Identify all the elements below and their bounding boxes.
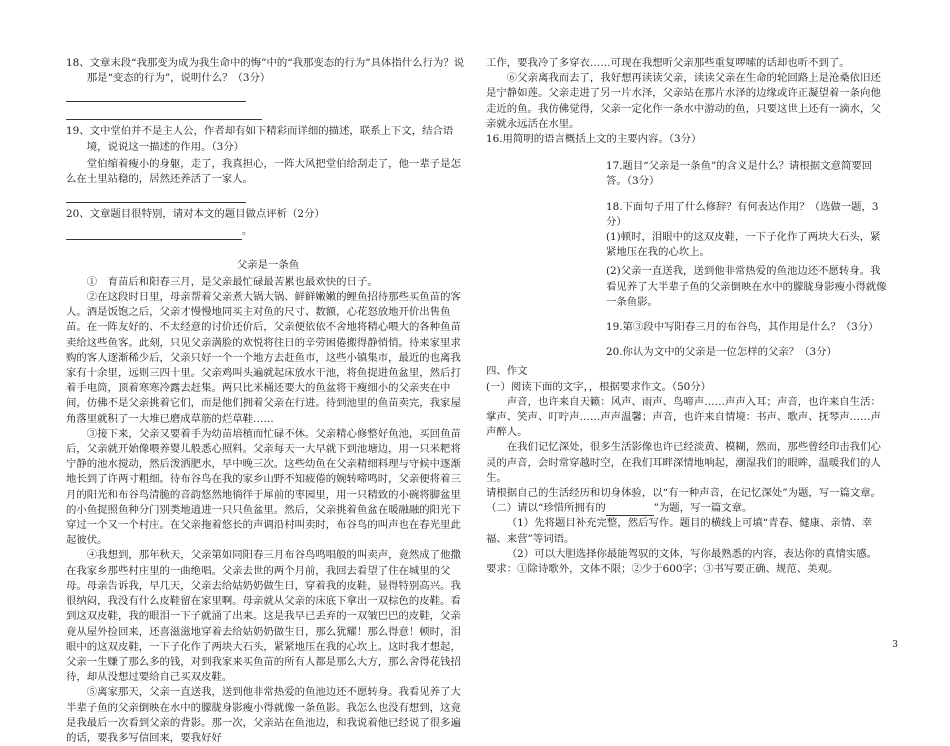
- right-column: [486, 56, 890, 577]
- article-continuation: 工作，要我冷了多穿衣……可现在我想听父亲那些重复啰嗦的话却也听不到了。: [486, 57, 850, 69]
- composition-1-heading: (一）阅读下面的文字，，根据要求作文。（50分）: [486, 380, 712, 393]
- question-20-right: 20.你认为文中的父亲是一位怎样的父亲？（3分）: [606, 346, 837, 359]
- composition-1-text: 声音，也许来自天籁：风声、雨声、鸟啼声……声声入耳；声音，也许来自生活：掌声、笑声、叮咛声……声声温馨；声音，也许来自情境：书声、歌声、抚琴声……声声醉人。: [486, 395, 881, 439]
- composition-2-note-1: （1）先将题目补充完整，然后写作。题目的横线上可填“青春、健康、亲情、幸福、来营”等词语。: [486, 517, 872, 545]
- question-19-left: 19、文中堂伯并不是主人公，作者却有如下精彩而详细的描述，联系上下文，结合语境，说说这一描述的作用。（3分）: [66, 125, 454, 153]
- article-paragraph-6: ⑥父亲离我而去了，我好想再读读父亲，读读父亲在生命的轮回路上是沧桑依旧还是宁静如莲。父亲走进了另一片水泽，父亲站在那片水泽的边缘或许正凝望着一条向他走近的鱼。我仿佛觉得，父亲一定化作一条水中游动的鱼，只要这世上还有一滴水，父亲就永远活在水里。: [486, 72, 881, 130]
- left-column: [66, 56, 470, 746]
- composition-2-heading-b: ”为题，写一篇文章。: [653, 502, 753, 515]
- article-paragraph-3: ③接下来，父亲又要着手为幼苗培植而忙碌不休。父亲精心修整好鱼池，买回鱼苗后，父亲就开始像喂养婴儿般悉心照料。父亲每天一大早就下到池塘边，用一只米粑将宁静的池水搅动，然后泼洒肥水，早中晚三次。这些幼鱼在父亲精细料理与守候中逐渐地长到了许两寸粗细。待布谷鸟在我的家乡山野不知疲倦的婉转啼鸣时，父亲便将着三月的阳光和布谷鸟清脆的音韵悠然地徜徉于犀前的枣园里，用一只精致的小碗将脚盆里的小鱼捉照鱼种分门别类地逍进一只只鱼盆里。然后，父亲挑着鱼盆在暖融融的阳光下穿过一个又一个村庄。在父亲拖着悠长的声调沿村叫卖时，布谷鸟的叫声也在春光里此起彼伏。: [66, 427, 461, 547]
- article-title: 父亲是一条鱼: [236, 258, 300, 271]
- article-paragraph-4: ④我想到，那年秋天，父亲第如同阳春三月布谷鸟鸣唱般的叫卖声，竟然成了他撒在我家乡那些村庄里的一曲绝唱。父亲去世的两个月前，我回去看望了住在城里的父母。母亲告诉我，早几天，父亲去给姑奶奶做生日，穿着我的皮鞋，显得特别高兴。我很纳闷，我没有什么皮鞋留在家里啊。母亲就从父亲的床底下拿出一双棕色的皮鞋。看到这双皮鞋，我的眼泪一下子就涌了出来。这是我早已丢弃的一双皱巴巴的皮鞋，父亲竟从屋外捡回来，还喜滋滋地穿着去给姑奶奶做生日，那么犹耀！那么得意！顿时，泪眼中的这双皮鞋，一下子化作了两块大石头，紧紧地压在我的心坎上。这时我才想起，父亲一生赚了那么多的钱，对到我家来买鱼苗的所有人都是那么大方，那么舍得花钱招待，却从没想过要给自己买双皮鞋。: [66, 549, 461, 684]
- composition-1-requirement: 请根据自己的生活经历和切身体验，以“有一种声音，在记忆深处”为题，写一篇文章。: [486, 487, 882, 500]
- page-number: 3: [892, 639, 898, 650]
- question-19-right: 19.第③段中写阳春三月的布谷鸟，其作用是什么？（3分）: [606, 321, 879, 334]
- question-16: 16.用简明的语言概括上文的主要内容。（3分）: [486, 133, 702, 146]
- question-19-quote: 堂伯缩着瘦小的身躯，走了，我真担心，一阵大风把堂伯给刮走了，他一辈子是怎么在土里站稳的，居然还养活了一家人。: [66, 157, 461, 186]
- question-20-left: 20、文章题目很特别，请对本文的题目做点评析（2分）: [66, 208, 325, 221]
- answer-line[interactable]: [66, 88, 246, 102]
- composition-2-heading: [486, 501, 890, 516]
- question-18-left: 18、文章末段“我那变为成为我生命中的悔”中的“我那变态的行为”具体指什么行为？说那是“变态的行为”，说明什么？（3分）: [66, 57, 465, 85]
- answer-line[interactable]: [66, 189, 246, 203]
- blank-line[interactable]: [606, 504, 654, 516]
- article-paragraph-2: ②在这段时日里，母亲帮着父亲煮大锅大锅、鲜鲜嫩嫩的鲤鱼招待那些买鱼苗的客人。酒是饭饱之后，父亲才慢慢地同买主对鱼的尺寸、数额，心花怒放地开价出售鱼苗。在一阵友好的、不太经意的讨价还价后，父亲便依依不舍地将精心喂大的各种鱼苗卖给这些鱼客。此刻，只见父亲满脸的欢悦将往日的辛劳困倦搬得静悄悄。待来家里求购的客人逐渐稀少后，父亲只好一个一个地方去赶鱼市，这些小镇集市，最近的也离我家有十余里，远则三四十里。父亲鸡叫头遍就起床放水干池，将鱼捉进鱼盆里，然后打着手电筒，顶着寒寒冷露去赶集。两只比米桶还要大的鱼盆将干瘦细小的父亲夹在中间，仿佛不是父亲挑着它们，而是他们拥着父亲在行进。待到池里的鱼苗卖完，我家屋角落里就积了一大堆已磨成草筋的烂草鞋……: [66, 291, 461, 425]
- composition-1-text-2: 在我们记忆深处，很多生活影像也许已经淡黄、模糊，然而，那些曾经印击我们心灵的声音，会时常穿越时空，在我们耳畔深情地响起，潮湿我们的眼眸，温暖我们的人生。: [486, 441, 881, 484]
- answer-line[interactable]: [66, 106, 262, 120]
- question-18-right: 18.下面句子用了什么修辞？有何表达作用？（选做一题，3分）: [606, 200, 879, 228]
- composition-2-heading-a: （二）请以“珍惜所拥有的: [486, 502, 606, 515]
- period-mark: 。: [242, 225, 253, 238]
- composition-2-note-2: （2）可以大胆选择你最能驾驭的文体，写你最熟悉的内容，表达你的真情实感。: [506, 547, 878, 560]
- question-18-option-2: (2)父亲一直送我，送到他非常热爱的鱼池边还不愿转身。我看见养了大半辈子鱼的父亲倒映在水中的朦胧身影瘦小得就像一条鱼影。: [606, 265, 887, 308]
- answer-line[interactable]: [66, 227, 242, 240]
- question-17: 17.题目“父亲是一条鱼”的含义是什么？请根据文意简要回答。（3分）: [606, 160, 873, 188]
- article-paragraph-5: ⑤离家那天，父亲一直送我，送到他非常热爱的鱼池边还不愿转身。我看见养了大半辈子鱼的父亲倒映在水中的朦胧身影瘦小得就像一条鱼影。我怎么也没有想到，这竟是我最后一次看到父亲的背影。那一次，父亲站在鱼池边，和我说着他已经说了很多遍的话，要我多写信回来，要我好好: [66, 686, 461, 744]
- composition-2-requirements: 要求：①除诗歌外，文体不限；②少于600字；③书写要正确、规范、美观。: [486, 563, 839, 576]
- question-20-answer: [66, 224, 470, 239]
- question-18-option-1: (1)顿时，泪眼中的这双皮鞋，一下子化作了两块大石头，紧紧地压在我的心坎上。: [606, 231, 881, 259]
- article-paragraph-1: ① 育苗后和阳春三月，是父亲最忙碌最苦累也最欢快的日子。: [86, 275, 378, 288]
- section-4-heading: 四、作文: [486, 365, 528, 378]
